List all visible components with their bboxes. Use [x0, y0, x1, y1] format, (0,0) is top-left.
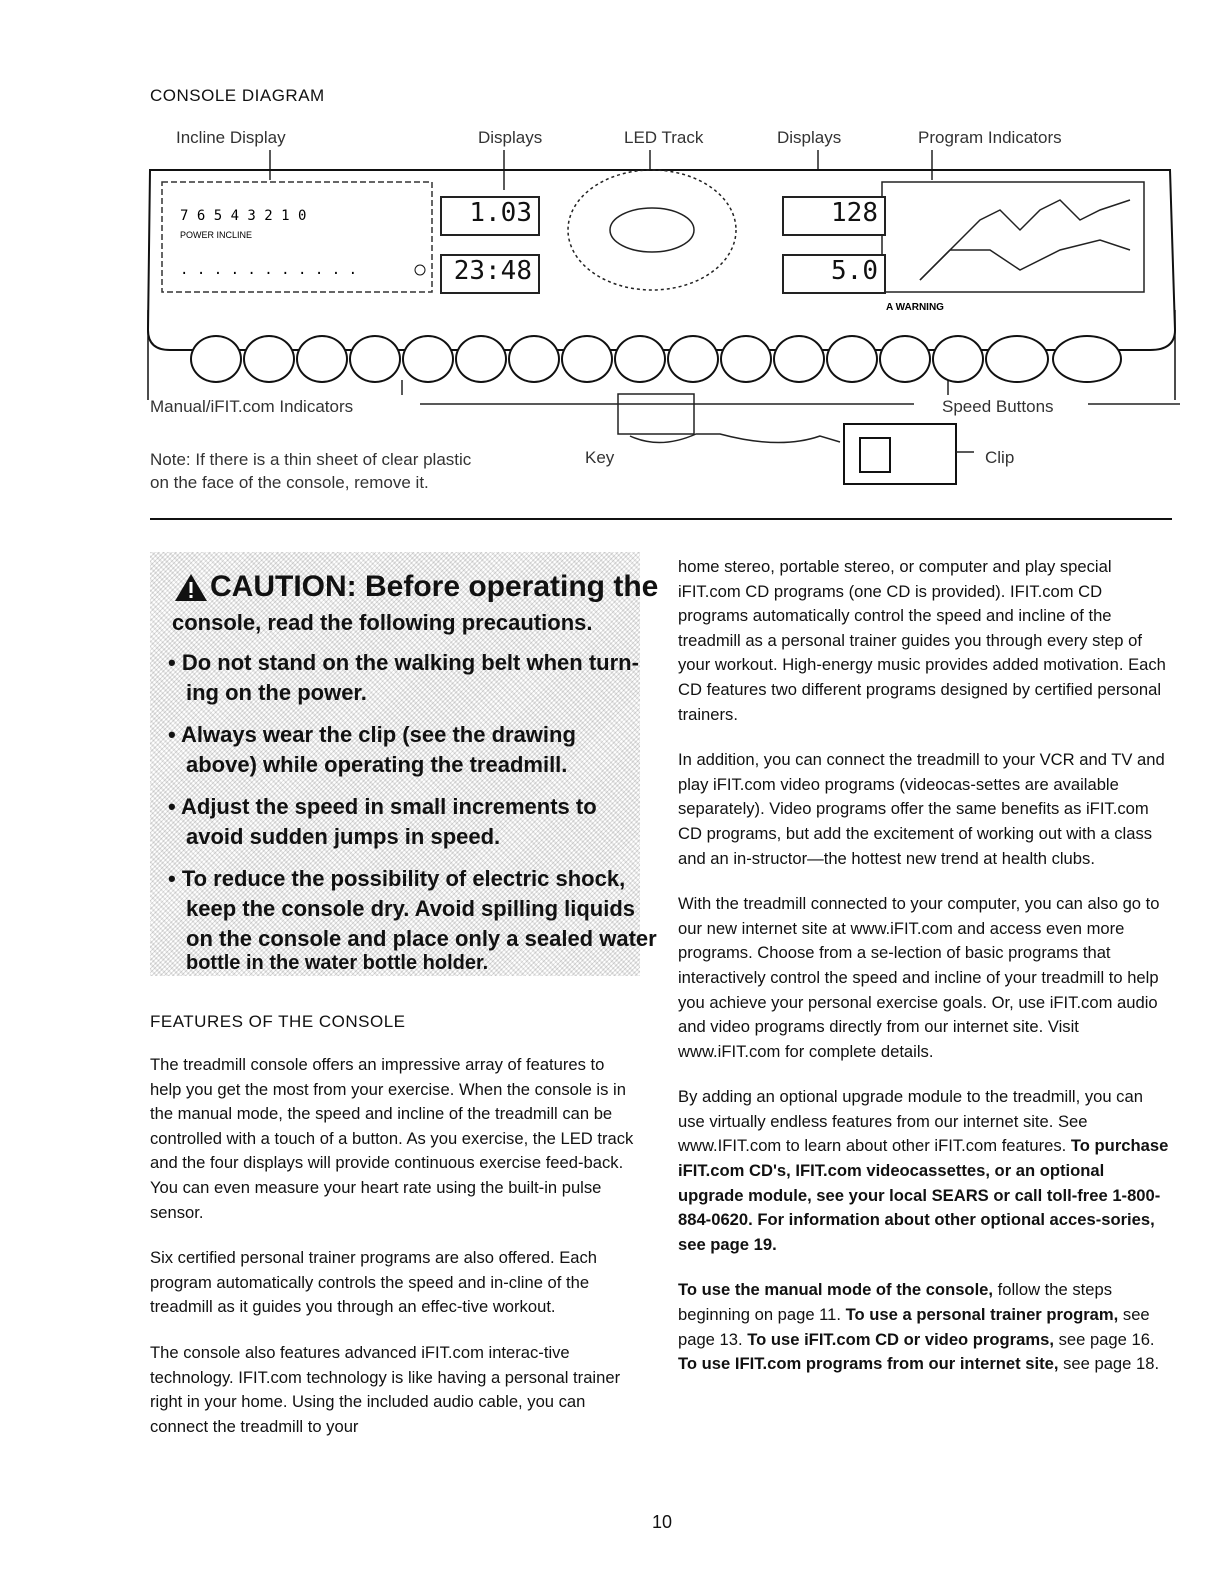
instruction-internet-bold: To use IFIT.com programs from our internet site,: [678, 1354, 1059, 1374]
caution-line-2: console, read the following precautions.: [172, 610, 593, 635]
instruction-trainer-plain: see page 13.: [678, 1305, 1150, 1349]
note: [150, 448, 471, 494]
left-paragraph-2: Six certified personal trainer programs are also offered. Each program automatically controls the speed and in-cline of the treadmill as it guides you through an effec-tive workout.: [150, 1248, 598, 1317]
label-displays-right: Displays: [777, 128, 842, 147]
label-key: Key: [585, 448, 615, 467]
speed-quick-button-12[interactable]: [932, 335, 984, 383]
caution-box: [150, 552, 659, 976]
divider: [150, 518, 1172, 520]
caution-line-6: above) while operating the treadmill.: [186, 752, 568, 777]
label-displays-left: Displays: [478, 128, 543, 147]
left-column: [150, 1053, 640, 1460]
page-number: 10: [652, 1512, 673, 1532]
instruction-cd-plain: see page 16.: [1058, 1329, 1155, 1349]
caution-line-10: keep the console dry. Avoid spilling liquids: [186, 896, 636, 921]
incline-up-button[interactable]: [243, 335, 295, 383]
label-clip: Clip: [985, 448, 1015, 467]
speed-quick-button-7[interactable]: [667, 335, 719, 383]
features-title: FEATURES OF THE CONSOLE: [150, 1012, 406, 1031]
instruction-manual-plain: follow the steps beginning on page 11.: [678, 1280, 1113, 1325]
instruction-internet-plain: see page 18.: [1063, 1354, 1160, 1374]
left-paragraph-3: The console also features advanced iFIT.com interac-tive technology. IFIT.com technology is like having a personal trainer right in your home. Using the included audio cable, you can connect the treadmill to your: [150, 1342, 621, 1436]
svg-text:7 6 5 4 3 2 1 0: 7 6 5 4 3 2 1 0: [180, 208, 307, 224]
speed-quick-button-10[interactable]: [826, 335, 878, 383]
label-led-track: LED Track: [624, 128, 704, 147]
instruction-trainer-bold: To use a personal trainer program,: [845, 1305, 1119, 1325]
caution-line-11: on the console and place only a sealed water: [186, 926, 657, 951]
caution-line-7: • Adjust the speed in small increments to: [168, 794, 597, 819]
caution-line-3: • Do not stand on the walking belt when turn-: [168, 650, 639, 675]
caution-line-1: CAUTION: Before operating the: [210, 570, 659, 603]
speed-quick-button-1[interactable]: [349, 335, 401, 383]
stop-button[interactable]: [1052, 335, 1122, 383]
caution-line-12: bottle in the water bottle holder.: [186, 952, 489, 974]
right-paragraph-3: With the treadmill connected to your computer, you can also go to our new internet site at www.iFIT.com and access even more programs. Choose from a se-lection of basic programs that interactively control the speed and incline of your treadmill to help you achieve your personal exercise goals. Or, use iFIT.com audio and video programs directly from our internet site. Visit www.iFIT.com for complete details.: [678, 894, 1160, 1061]
left-paragraph-1: The treadmill console offers an impressive array of features to help you get the most from your exercise. When the console is in the manual mode, the speed and incline of the treadmill can be controlled with a touch of a button. As you exercise, the LED track and the four displays will provide continuous exercise feed-back. You can even measure your heart rate using the built-in pulse sensor.: [150, 1055, 634, 1222]
svg-text:. . . . . . . . . . .: . . . . . . . . . . .: [180, 262, 358, 278]
speed-quick-button-11[interactable]: [879, 335, 931, 383]
speed-quick-button-2[interactable]: [402, 335, 454, 383]
instruction-cd-bold: To use iFIT.com CD or video programs,: [747, 1329, 1054, 1349]
right-paragraph-5: [678, 1278, 1174, 1376]
incline-down-button[interactable]: [190, 335, 242, 383]
caution-icon: [174, 572, 208, 607]
label-program-indicators: Program Indicators: [918, 128, 1062, 147]
time-readout: 23:48: [440, 254, 540, 294]
note-line-1: Note: If there is a thin sheet of clear plastic: [150, 450, 472, 469]
caution-line-8: avoid sudden jumps in speed.: [186, 824, 501, 849]
speed-quick-button-9[interactable]: [773, 335, 825, 383]
svg-text:A WARNING: A WARNING: [886, 302, 944, 313]
right-paragraph-4-plain: By adding an optional upgrade module to the treadmill, you can use virtually endless features from our internet site. See www.IFIT.com to learn about other iFIT.com features.: [678, 1087, 1143, 1156]
caution-line-4: ing on the power.: [186, 680, 367, 705]
label-manual-indicators: Manual/iFIT.com Indicators: [150, 397, 354, 416]
distance-readout: 1.03: [440, 196, 540, 236]
right-column: [678, 555, 1174, 1398]
svg-text:POWER INCLINE: POWER INCLINE: [180, 230, 253, 240]
speed-quick-button-3[interactable]: [455, 335, 507, 383]
caution-line-5: • Always wear the clip (see the drawing: [168, 722, 576, 747]
right-paragraph-4: [678, 1085, 1174, 1257]
label-incline-display: Incline Display: [176, 128, 286, 147]
caution-line-9: • To reduce the possibility of electric shock,: [168, 866, 626, 891]
speed-readout: 5.0: [782, 254, 886, 294]
note-line-2: on the face of the console, remove it.: [150, 473, 429, 492]
speed-quick-button-4[interactable]: [508, 335, 560, 383]
section-title: CONSOLE DIAGRAM: [150, 86, 325, 105]
speed-quick-button-8[interactable]: [720, 335, 772, 383]
instruction-manual-bold: To use the manual mode of the console,: [678, 1280, 994, 1300]
right-paragraph-2: In addition, you can connect the treadmill to your VCR and TV and play iFIT.com video programs (videocas-settes are available separately). Video programs offer the same benefits as iFIT.com CD programs, but add the excitement of working out with a class and an in-structor—the hottest new trend at health clubs.: [678, 750, 1165, 868]
right-paragraph-4-bold: To purchase iFIT.com CD's, IFIT.com videocassettes, or an optional upgrade module, see your local SEARS or call toll-free 1-800-884-0620. For information about other optional acces-sories, see page 19.: [678, 1136, 1169, 1254]
speed-quick-button-5[interactable]: [561, 335, 613, 383]
label-speed-buttons: Speed Buttons: [942, 397, 1054, 416]
program-button[interactable]: [296, 335, 348, 383]
start-button[interactable]: [985, 335, 1049, 383]
right-paragraph-1: home stereo, portable stereo, or computer and play special iFIT.com CD programs (one CD is provided). IFIT.com CD programs automatically control the speed and incline of the treadmill as a personal trainer guides you through every step of your workout. High-energy music provides added motivation. Each CD features two different programs designed by certified personal trainers.: [678, 557, 1166, 724]
pulse-readout: 128: [782, 196, 886, 236]
speed-quick-button-6[interactable]: [614, 335, 666, 383]
